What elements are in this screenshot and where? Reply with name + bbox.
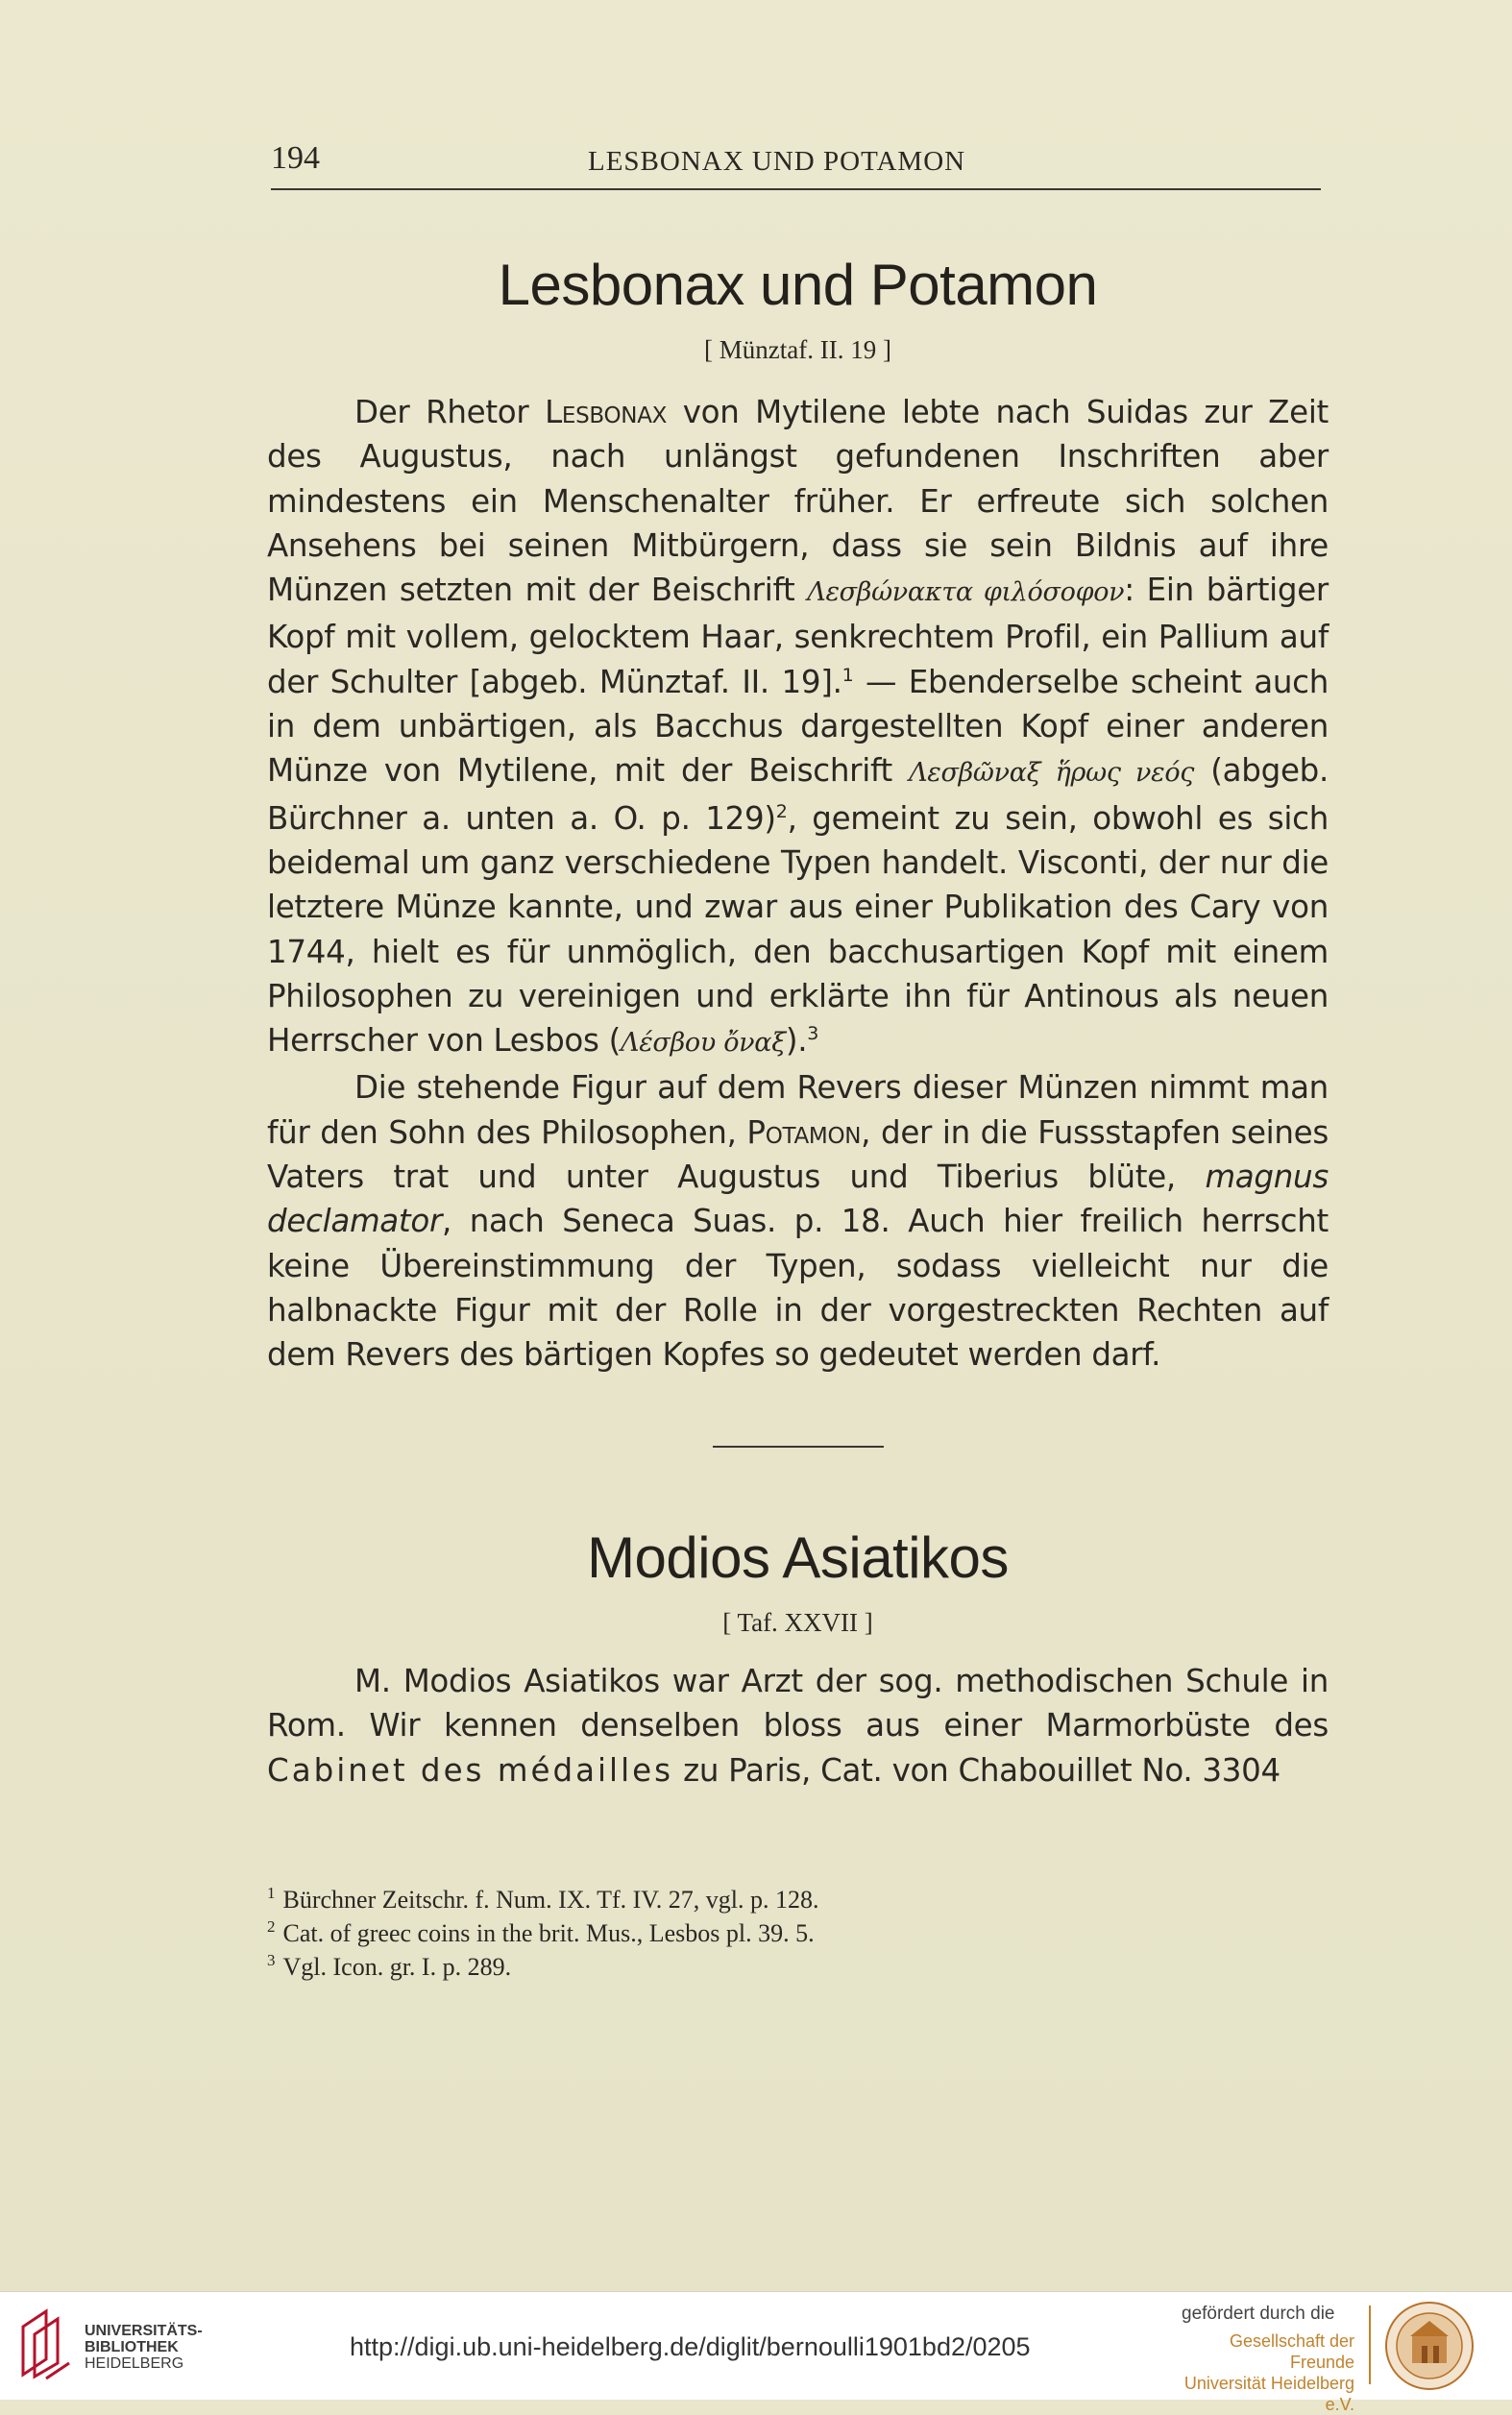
greek-inscription: Λεσβώνακτα φιλόσοφον bbox=[807, 577, 1125, 608]
permalink-url[interactable]: http://digi.ub.uni-heidelberg.de/diglit/bernoulli1901bd2/0205 bbox=[350, 2332, 1031, 2361]
footnote-ref: 3 bbox=[807, 1023, 819, 1045]
person-name: Lesbonax bbox=[545, 394, 668, 430]
paragraph: Der Rhetor Lesbonax von Mytilene lebte nach Suidas zur Zeit des Augustus, nach unlängst gefundenen Inschriften aber mindestens ein Menschenalter früher. Er erfreute sich solchen Ansehens bei seinen Mitbürgern, dass sie sein Bildnis auf ihre Münzen setzten mit der Beischrift Λεσβώνακτα φιλόσοφον: Ein bärtiger Kopf mit vollem, gelocktem Haar, senkrechtem Profil, ein Pallium auf der Schulter [abgeb. Münztaf. II. 19].$^1$ — Ebenderselbe scheint auch in dem unbärtigen, als Bacchus dargestellten Kopf einer anderen Münze von Mytilene, mit der Beischrift Λεσβῶναξ ἥρως νεός (abgeb. Bürchner a. unten a. O. p. 129)$^2$, gemeint zu sein, obwohl es sich beidemal um ganz verschiedene Typen handelt. Visconti, der nur die letztere Münze kannte, und zwar aus einer Publikation des Cary von 1744, hielt es für unmöglich, den bacchusartigen Kopf mit einem Philosophen zu vereinigen und erklärte ihn für Antinous als neuen Herrscher von Lesbos (Λέσβου ὄναξ).$^3$ bbox=[267, 394, 1329, 1060]
paragraph: M. Modios Asiatikos war Arzt der sog. methodischen Schule in Rom. Wir kennen denselben bloss aus einer Marmorbüste des Cabinet des médailles zu Paris, Cat. von Chabouillet No. 3304 bbox=[267, 1663, 1329, 1789]
sponsor-divider bbox=[1369, 2305, 1371, 2384]
section-title: Lesbonax und Potamon bbox=[498, 253, 1098, 317]
greek-inscription: Λεσβῶναξ ἥρως νεός bbox=[909, 758, 1195, 789]
footnote-ref: 1 bbox=[841, 664, 854, 686]
footnote-ref: 2 bbox=[775, 800, 788, 822]
section-body bbox=[267, 1659, 1329, 1793]
plate-reference: [ Taf. XXVII ] bbox=[722, 1608, 873, 1637]
greek-inscription: Λέσβου ὄναξ bbox=[621, 1028, 786, 1059]
section-divider bbox=[713, 1446, 884, 1448]
section-modios bbox=[267, 1525, 1329, 1793]
footnote: $^2$ Cat. of greec coins in the brit. Mus., Lesbos pl. 39. 5. bbox=[267, 1917, 815, 1947]
section-lesbonax bbox=[267, 252, 1329, 1378]
running-head bbox=[271, 134, 1321, 190]
italic-phrase: magnus declamator bbox=[267, 1159, 1329, 1240]
section-title: Modios Asiatikos bbox=[587, 1525, 1009, 1590]
library-name[interactable]: UNIVERSITÄTS- BIBLIOTHEK HEIDELBERG bbox=[85, 2323, 203, 2372]
running-title: LESBONAX UND POTAMON bbox=[588, 146, 966, 177]
sponsor-name[interactable]: Gesellschaft der Freunde Universität Heidelberg e.V. bbox=[1183, 2331, 1354, 2414]
university-library-logo-icon[interactable] bbox=[17, 2305, 73, 2382]
footnote: $^3$ Vgl. Icon. gr. I. p. 289. bbox=[267, 1951, 512, 1981]
footnote: $^1$ Bürchner Zeitschr. f. Num. IX. Tf. IV. 27, vgl. p. 128. bbox=[267, 1884, 819, 1914]
person-name: Potamon bbox=[746, 1113, 862, 1151]
sponsor-label: gefördert durch die bbox=[1182, 2304, 1335, 2324]
page-number: 194 bbox=[271, 140, 320, 176]
footnotes bbox=[267, 1883, 1132, 1984]
spaced-phrase: Cabinet des médailles bbox=[267, 1751, 674, 1789]
section-body bbox=[267, 390, 1329, 1378]
viewer-footer bbox=[0, 2291, 1512, 2414]
university-seal-icon bbox=[1383, 2300, 1475, 2392]
paragraph: Die stehende Figur auf dem Revers dieser Münzen nimmt man für den Sohn des Philosophen, Potamon, der in die Fussstapfen seines Vaters trat und unter Augustus und Tiberius blüte, magnus declamator, nach Seneca Suas. p. 18. Auch hier freilich herrscht keine Übereinstimmung der Typen, sodass vielleicht nur die halbnackte Figur mit der Rolle in der vorgestreckten Rechten auf dem Revers des bärtigen Kopfes so gedeutet werden darf. bbox=[267, 1069, 1329, 1374]
plate-reference: [ Münztaf. II. 19 ] bbox=[704, 335, 891, 364]
